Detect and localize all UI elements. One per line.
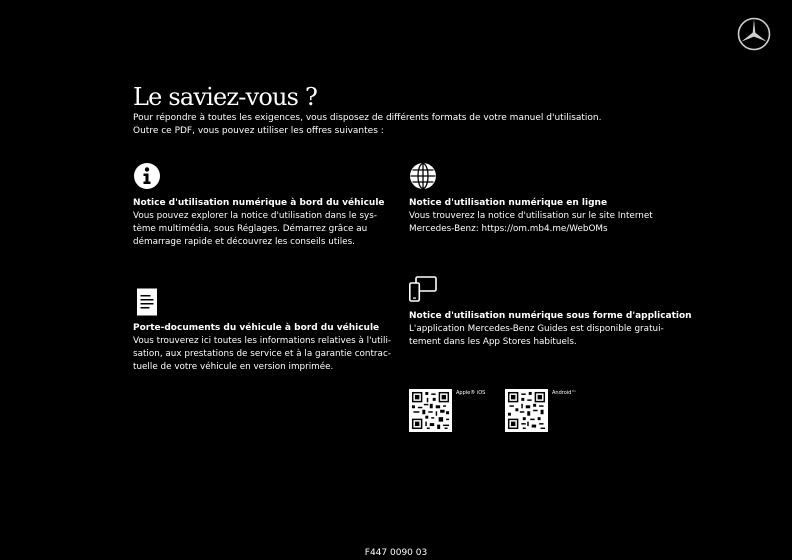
card-portfolio-line: tuelle de votre véhicule en version imprimée.: [133, 362, 334, 372]
intro-line: Pour répondre à toutes les exigences, vous disposez de différents formats de votre manuel d'utilisation.: [133, 113, 602, 123]
card-app-line: L'application Mercedes-Benz Guides est disponible gratui-: [409, 324, 664, 334]
document-code: F447 0090 03: [364, 548, 428, 558]
qr-code-android[interactable]: [505, 389, 548, 432]
card-online-line: Mercedes-Benz: https://om.mb4.me/WebOMs: [409, 224, 608, 234]
globe-icon: [409, 162, 437, 190]
qr-code-ios[interactable]: [409, 389, 452, 432]
document-icon: [133, 288, 161, 316]
page-title: Le saviez-vous ?: [133, 83, 318, 111]
card-portfolio-line: sation, aux prestations de service et à la garantie contrac-: [133, 349, 391, 359]
qr-label-ios: Apple® iOS: [456, 390, 486, 396]
card-online-title: Notice d'utilisation numérique en ligne: [409, 198, 608, 208]
card-portfolio-title: Porte-documents du véhicule à bord du véhicule: [133, 323, 380, 333]
devices-icon: [409, 275, 437, 303]
card-portfolio-line: Vous trouverez ici toutes les informations relatives à l'utili-: [133, 336, 392, 346]
card-onboard-line: Vous pouvez explorer la notice d'utilisation dans le sys-: [133, 211, 378, 221]
card-onboard: [133, 197, 385, 249]
intro-line: Outre ce PDF, vous pouvez utiliser les offres suivantes :: [133, 126, 384, 136]
mercedes-star-logo: [737, 17, 771, 51]
card-app-title: Notice d'utilisation numérique sous forme d'application: [409, 311, 692, 321]
qr-label-android: Android™: [552, 390, 577, 396]
card-app: [409, 310, 692, 349]
card-portfolio: [133, 322, 391, 374]
card-onboard-title: Notice d'utilisation numérique à bord du véhicule: [133, 198, 385, 208]
card-onboard-line: tème multimédia, sous Réglages. Démarrez grâce au: [133, 224, 368, 234]
info-icon: [133, 162, 161, 190]
card-onboard-line: démarrage rapide et découvrez les conseils utiles.: [133, 237, 355, 247]
card-online: [409, 197, 653, 236]
card-online-line: Vous trouverez la notice d'utilisation sur le site Internet: [409, 211, 653, 221]
card-app-line: tement dans les App Stores habituels.: [409, 337, 577, 347]
intro-text: [133, 112, 602, 138]
